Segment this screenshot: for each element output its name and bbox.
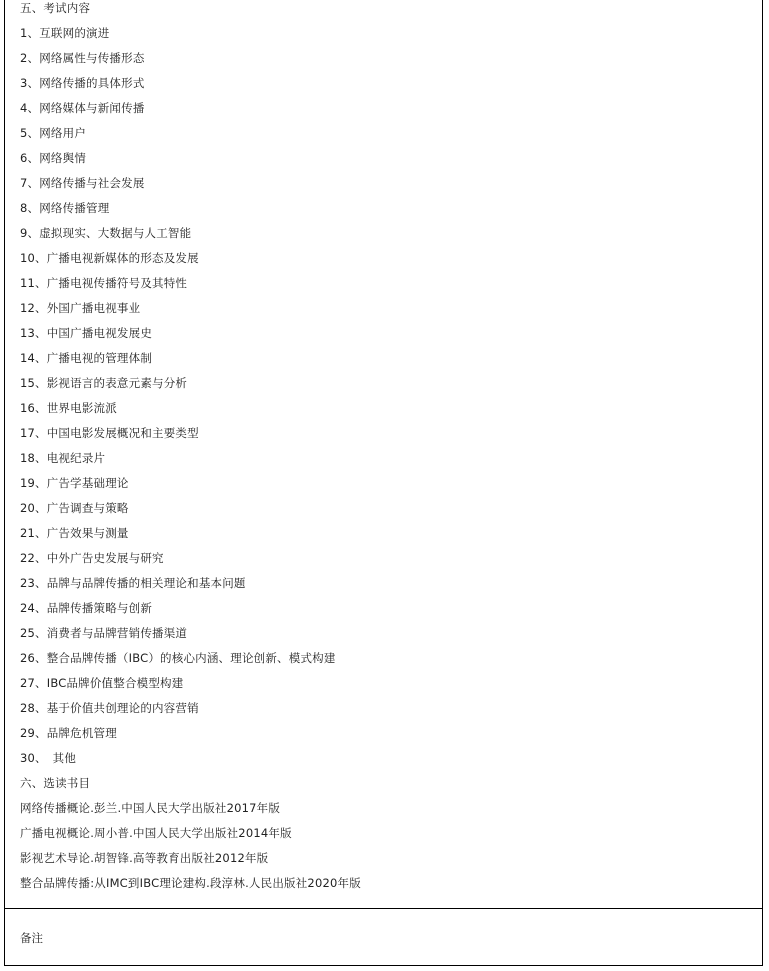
notes-cell <box>5 909 762 966</box>
exam-topic-item: 16、世界电影流派 <box>20 401 117 415</box>
exam-content-cell <box>5 0 762 909</box>
section-heading-exam-content: 五、考试内容 <box>20 1 91 15</box>
exam-topic-item: 6、网络舆情 <box>20 151 87 165</box>
exam-topic-item: 9、虚拟现实、大数据与人工智能 <box>20 226 192 240</box>
exam-topic-item: 21、广告效果与测量 <box>20 526 129 540</box>
exam-topic-item: 26、整合品牌传播（IBC）的核心内涵、理论创新、模式构建 <box>20 651 336 665</box>
exam-topic-item: 2、网络属性与传播形态 <box>20 51 145 65</box>
exam-topic-item: 4、网络媒体与新闻传播 <box>20 101 145 115</box>
exam-topic-item: 28、基于价值共创理论的内容营销 <box>20 701 199 715</box>
section-heading-reading-list: 六、选读书目 <box>20 776 91 790</box>
exam-topic-item: 8、网络传播管理 <box>20 201 110 215</box>
exam-topic-item: 15、影视语言的表意元素与分析 <box>20 376 188 390</box>
reading-list-item: 整合品牌传播:从IMC到IBC理论建构.段淳林.人民出版社2020年版 <box>20 876 361 890</box>
exam-topic-item: 7、网络传播与社会发展 <box>20 176 145 190</box>
exam-topic-item: 25、消费者与品牌营销传播渠道 <box>20 626 188 640</box>
notes-label: 备注 <box>20 931 43 945</box>
exam-topic-item: 19、广告学基础理论 <box>20 476 129 490</box>
exam-topic-item: 22、中外广告史发展与研究 <box>20 551 164 565</box>
exam-topic-item: 5、网络用户 <box>20 126 87 140</box>
reading-list-item: 影视艺术导论.胡智锋.高等教育出版社2012年版 <box>20 851 269 865</box>
reading-list-item: 网络传播概论.彭兰.中国人民大学出版社2017年版 <box>20 801 281 815</box>
exam-topic-item: 18、电视纪录片 <box>20 451 106 465</box>
exam-topic-item: 10、广播电视新媒体的形态及发展 <box>20 251 199 265</box>
exam-topic-item: 13、中国广播电视发展史 <box>20 326 153 340</box>
exam-topic-item: 23、品牌与品牌传播的相关理论和基本问题 <box>20 576 246 590</box>
document-table <box>4 0 763 966</box>
exam-topic-item: 3、网络传播的具体形式 <box>20 76 145 90</box>
exam-topic-item: 29、品牌危机管理 <box>20 726 117 740</box>
reading-list-item: 广播电视概论.周小普.中国人民大学出版社2014年版 <box>20 826 292 840</box>
exam-topic-item: 24、品牌传播策略与创新 <box>20 601 153 615</box>
exam-topic-item: 20、广告调查与策略 <box>20 501 129 515</box>
exam-topic-item: 17、中国电影发展概况和主要类型 <box>20 426 199 440</box>
exam-topic-item: 12、外国广播电视事业 <box>20 301 141 315</box>
exam-topic-item: 11、广播电视传播符号及其特性 <box>20 276 188 290</box>
exam-topic-item: 14、广播电视的管理体制 <box>20 351 153 365</box>
exam-topic-item: 27、IBC品牌价值整合模型构建 <box>20 676 184 690</box>
exam-topic-item: 1、互联网的演进 <box>20 26 110 40</box>
exam-topic-item: 30、 其他 <box>20 751 77 765</box>
